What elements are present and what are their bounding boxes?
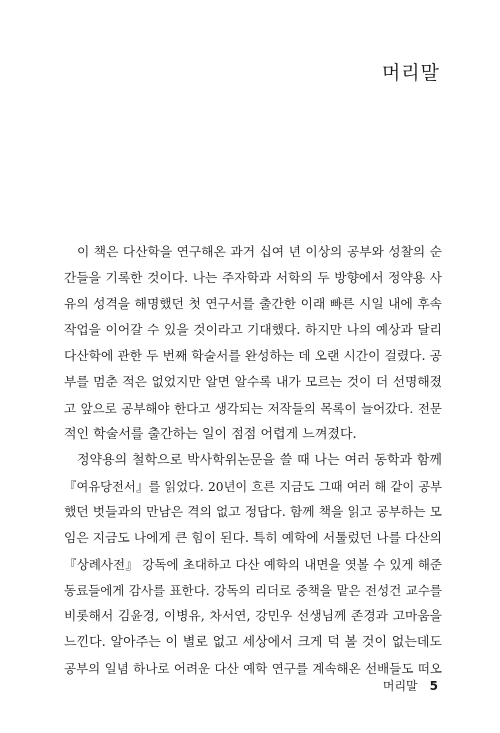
- text-line: 간들을 기록한 것이다. 나는 주자학과 서학의 두 방향에서 정약용 사: [64, 271, 442, 286]
- text-line: 『상례사전』 강독에 초대하고 다산 예학의 내면을 엿볼 수 있게 해준: [64, 557, 442, 572]
- text-line: 임은 지금도 나에게 큰 힘이 된다. 특히 예학에 서툴렀던 나를 다산의: [64, 531, 442, 546]
- text-line: 느낀다. 알아주는 이 별로 없고 세상에서 크게 덕 볼 것이 없는데도: [64, 635, 442, 650]
- body-text: [64, 240, 442, 682]
- page-number: 5: [429, 679, 438, 693]
- text-line: 고 앞으로 공부해야 한다고 생각되는 저작들의 목록이 늘어갔다. 전문: [64, 401, 442, 416]
- text-line: 동료들에게 감사를 표한다. 강독의 리더로 중책을 맡은 전성건 교수를: [64, 583, 442, 598]
- text-line: 공부의 일념 하나로 어려운 다산 예학 연구를 계속해온 선배들도 떠오: [64, 661, 442, 676]
- text-line: 『여유당전서』를 읽었다. 20년이 흐른 지금도 그때 여러 해 같이 공부: [64, 480, 442, 494]
- text-line: 했던 벗들과의 만남은 격의 없고 정답다. 함께 책을 읽고 공부하는 모: [64, 505, 442, 520]
- paragraph-2: [64, 448, 442, 682]
- running-footer-title: 머리말: [382, 679, 418, 693]
- text-line: 다산학에 관한 두 번째 학술서를 완성하는 데 오랜 시간이 걸렸다. 공: [64, 349, 442, 364]
- text-line: 비롯해서 김윤경, 이병유, 차서연, 강민우 선생님께 존경과 고마움을: [64, 609, 442, 624]
- text-line: 정약용의 철학으로 박사학위논문을 쓸 때 나는 여러 동학과 함께: [77, 453, 442, 468]
- text-line: 부를 멈춘 적은 없었지만 알면 알수록 내가 모르는 것이 더 선명해졌: [64, 375, 442, 390]
- chapter-heading: 머리말: [381, 62, 440, 84]
- text-line: 작업을 이어갈 수 있을 것이라고 기대했다. 하지만 나의 예상과 달리: [64, 323, 442, 338]
- text-line: 적인 학술서를 출간하는 일이 점점 어렵게 느껴졌다.: [64, 427, 357, 442]
- page-footer: [383, 677, 438, 694]
- paragraph-1: [64, 240, 442, 448]
- text-line: 이 책은 다산학을 연구해온 과거 십여 년 이상의 공부와 성찰의 순: [77, 245, 442, 260]
- text-line: 유의 성격을 해명했던 첫 연구서를 출간한 이래 빠른 시일 내에 후속: [64, 297, 442, 312]
